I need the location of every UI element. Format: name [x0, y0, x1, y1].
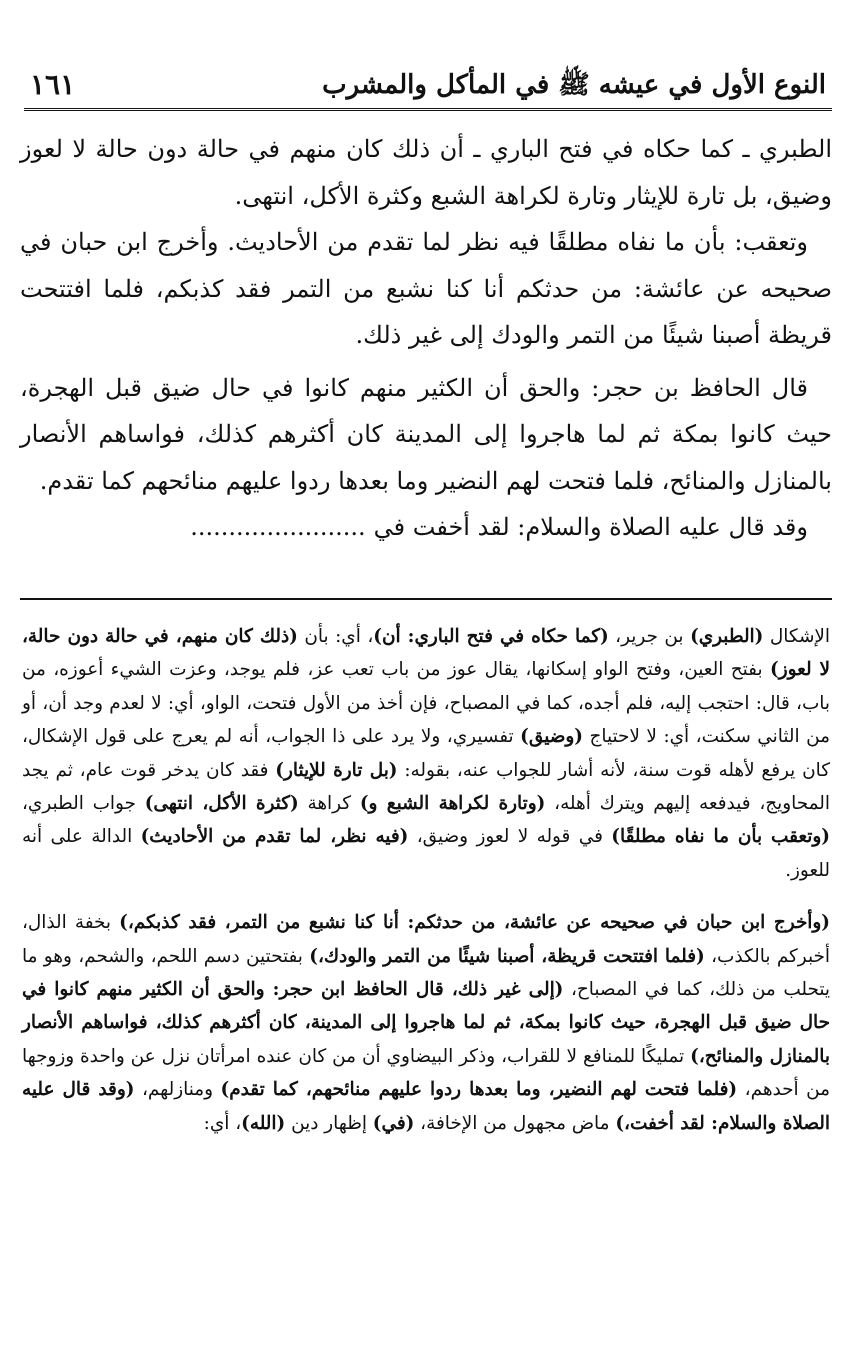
commentary-text: ماض مجهول من الإخافة،: [414, 1112, 616, 1134]
commentary: [22, 620, 830, 1140]
commentary-text: ، أي: بأن: [297, 626, 374, 647]
commentary-text: ومنازلهم،: [134, 1079, 221, 1101]
main-paragraph-2: وتعقب: بأن ما نفاه مطلقًا فيه نظر لما تقدم من الأحاديث. وأخرج ابن حبان في صحيحه عن عائشة: من حدثكم أنا كنا نشبع من التمر فقد كذبكم، فلما افتتحت قريظة أصبنا شيئًا من التمر والودك إلى غير ذلك.: [20, 228, 833, 349]
quoted-matn-text: (الطبري): [690, 626, 764, 647]
commentary-text: بن جرير،: [608, 626, 691, 647]
quoted-matn-text: (في): [372, 1112, 415, 1134]
main-text: [20, 126, 832, 551]
quoted-matn-text: (بل تارة للإيثار): [275, 759, 398, 781]
quoted-matn-text: (الله): [241, 1112, 286, 1134]
commentary-text: الإشكال: [763, 626, 831, 647]
main-paragraph-3: قال الحافظ بن حجر: والحق أن الكثير منهم كانوا في حال ضيق قبل الهجرة، حيث كانوا بمكة ثم لما هاجروا إلى المدينة كان أكثرهم كذلك، فواساهم الأنصار بالمنازل والمنائح، فلما فتحت لهم النضير وما بعدها ردوا عليهم منائحهم كما تقدم.: [20, 373, 832, 495]
commentary-text: فقد كان يدخر قوت عام، ثم يجد المحاويج، فيدفعه إليهم ويترك أهله،: [22, 759, 830, 815]
page-header: [30, 62, 826, 102]
quoted-matn-text: (كما حكاه في فتح الباري: أن): [373, 626, 609, 647]
commentary-text: كراهة: [298, 793, 360, 815]
quoted-matn-text: (وقد قال عليه الصلاة والسلام: لقد أخفت،): [22, 1079, 830, 1134]
commentary-text: تمليكًا للمنافع لا للقراب، وذكر البيضاوي أن من كان عنده امرأتان نزل عن واحدة وزوجها من أحدهم،: [22, 1045, 831, 1101]
quoted-matn-text: (وضيق): [520, 726, 583, 748]
main-paragraph-1: الطبري ـ كما حكاه في فتح الباري ـ أن ذلك كان منهم في حالة دون حالة لا لعوز وضيق، بل تارة للإيثار وتارة لكراهة الشبع وكثرة الأكل، انتهى.: [20, 135, 832, 210]
separator-rule: [20, 598, 832, 600]
commentary-paragraph-1: [22, 620, 830, 887]
commentary-text: إظهار دين: [285, 1112, 373, 1134]
commentary-text: بفتح العين، وفتح الواو إسكانها، يقال عوز من باب تعب عز، فلم يوجد، وعزت الشيء أعوزه، من باب، قال: احتجب إليه، فلم أجده، كما في المصباح، فإن أخذ من الأول فتحت، الواو، أي: لا لعدم وجد أن، أو من الثاني سكنت، أي: لا لاحتياج: [22, 659, 830, 748]
quoted-matn-text: (فلما افتتحت قريظة، أصبنا شيئًا من التمر والودك،): [309, 945, 705, 967]
commentary-text: جواب الطبري،: [22, 793, 145, 815]
commentary-paragraph-2: [22, 906, 830, 1140]
main-paragraph-4: [20, 504, 832, 551]
continuation-text: وقد قال عليه الصلاة والسلام: لقد أخفت في: [373, 513, 808, 541]
commentary-text: في قوله لا لعوز وضيق،: [408, 826, 612, 848]
commentary-text: الدالة على أنه للعوز.: [22, 826, 830, 881]
page-number: ١٦١: [30, 68, 76, 101]
quoted-matn-text: (إلى غير ذلك، قال الحافظ ابن حجر: والحق أن الكثير منهم كانوا في حال ضيق قبل الهجرة، حيث كانوا بمكة، ثم لما هاجروا إلى المدينة، كان أكثرهم كذلك، فواساهم الأنصار بالمنازل والمنائح،): [22, 979, 830, 1067]
quoted-matn-text: (فيه نظر، لما تقدم من الأحاديث): [140, 826, 409, 848]
commentary-text: ، أي:: [203, 1112, 242, 1134]
quoted-matn-text: (وأخرج ابن حبان في صحيحه عن عائشة، من حدثكم: أنا كنا نشبع من التمر، فقد كذبكم،): [119, 912, 831, 934]
quoted-matn-text: (فلما فتحت لهم النضير، وما بعدها ردوا عليهم منائحهم، كما تقدم): [220, 1079, 738, 1101]
commentary-text: بفتحتين دسم اللحم، والشحم، وهو ما يتحلب من ذلك، كما في المصباح،: [22, 945, 830, 1001]
quoted-matn-text: (وتارة لكراهة الشبع و): [359, 793, 546, 815]
commentary-text: بخفة الذال، أخبركم بالكذب،: [22, 912, 830, 967]
header-rule: [24, 108, 832, 114]
running-title: النوع الأول في عيشه ﷺ في المأكل والمشرب: [322, 70, 826, 100]
continuation-dots: .......................: [190, 513, 366, 541]
quoted-matn-text: (ذلك كان منهم، في حالة دون حالة، لا لعوز): [22, 626, 830, 681]
quoted-matn-text: (كثرة الأكل، انتهى): [144, 793, 299, 815]
quoted-matn-text: (وتعقب بأن ما نفاه مطلقًا): [611, 826, 830, 848]
commentary-text: تفسيري، ولا يرد على ذا الجواب، أنه لم يعرج على قول الإشكال، كان يرفع لأهله قوت سنة، لأنه أشار للجواب عنه، بقوله:: [22, 726, 830, 781]
